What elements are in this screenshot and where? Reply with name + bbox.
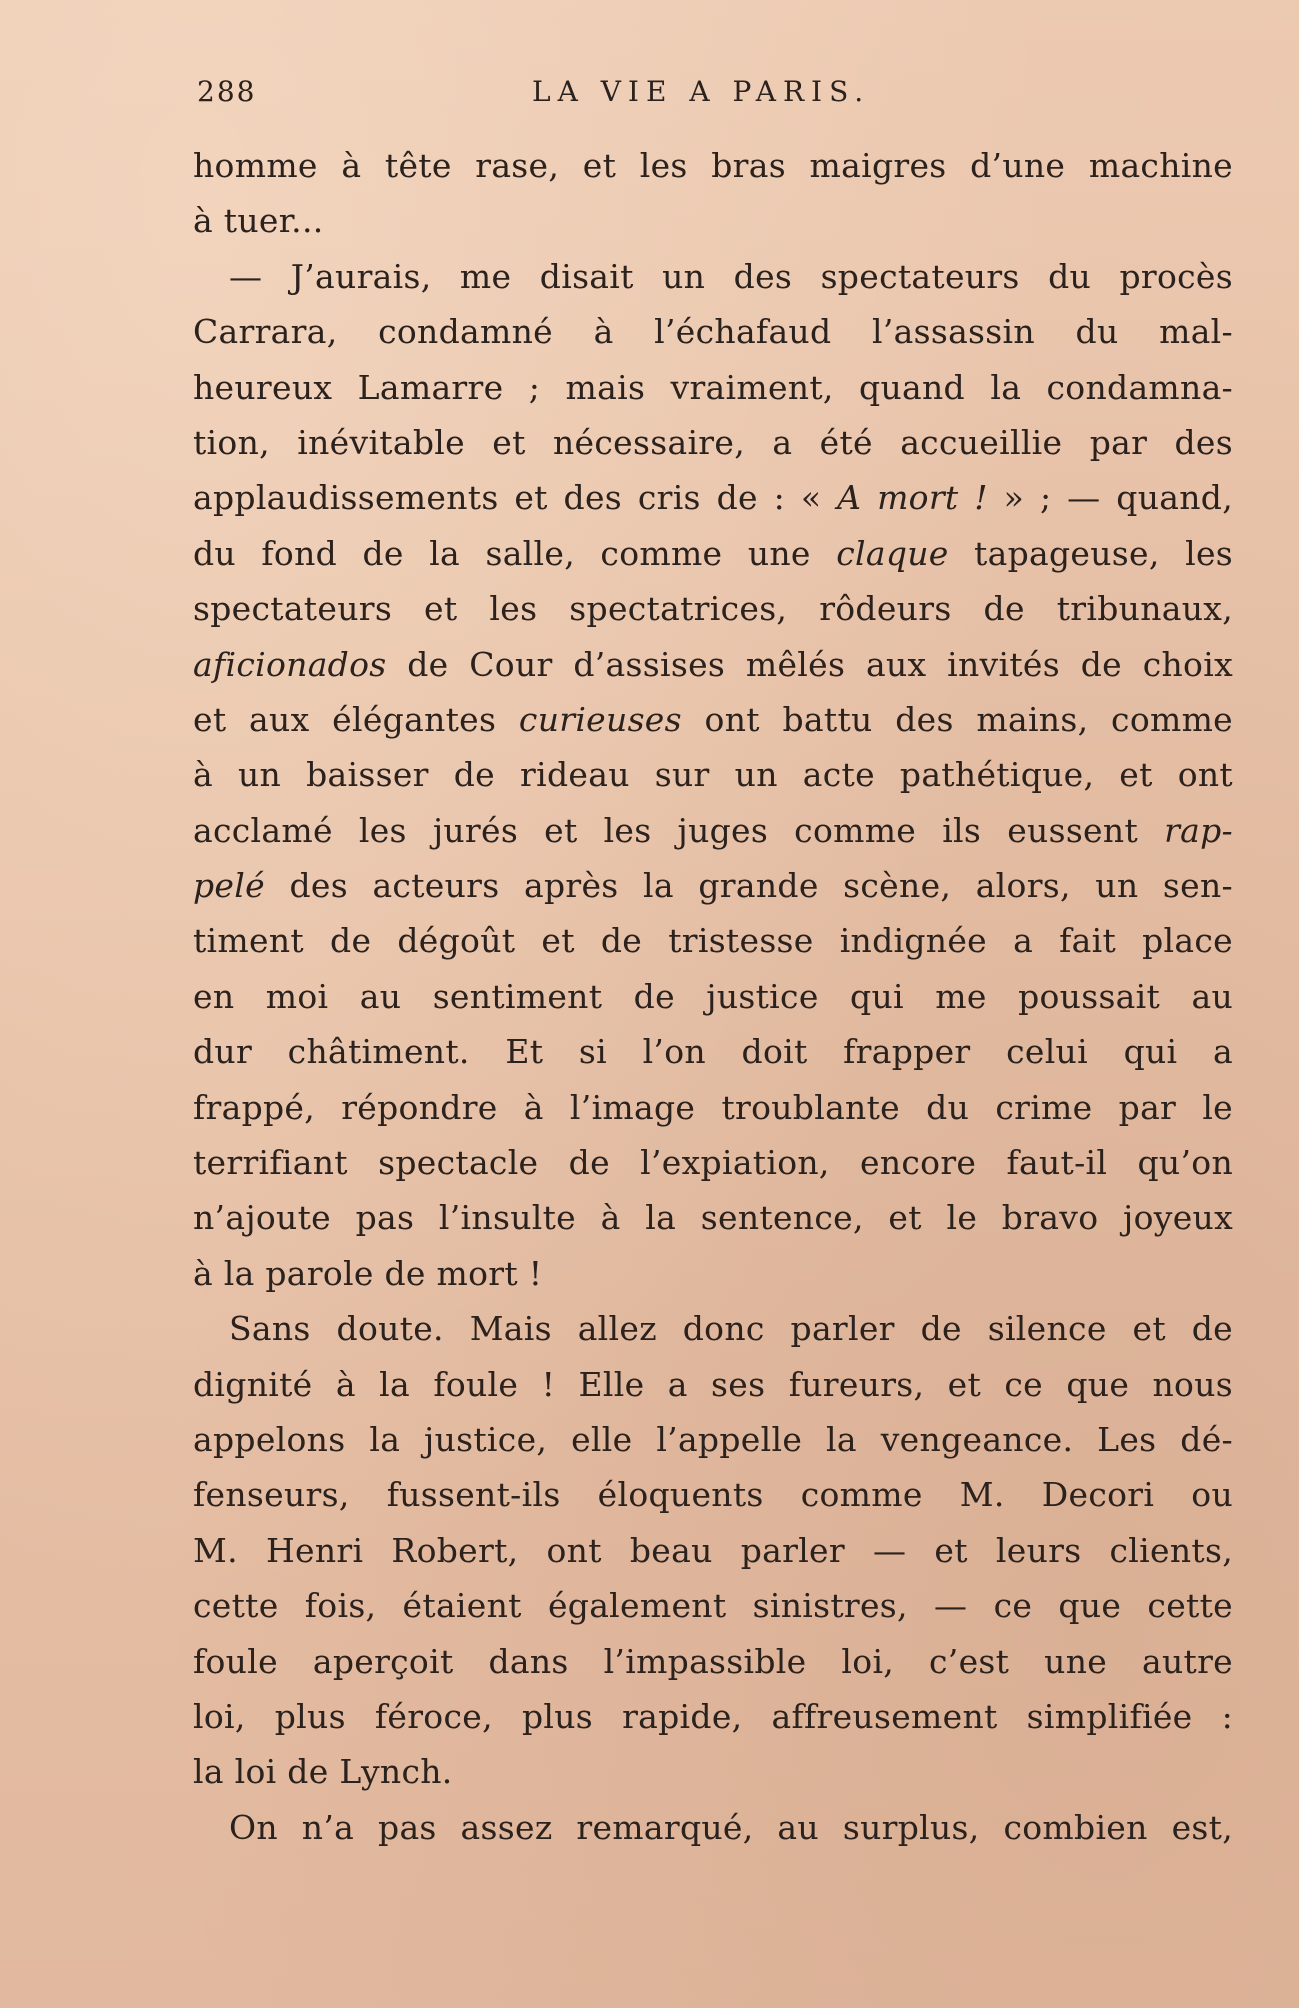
text-line (193, 581, 1233, 636)
text-line (193, 415, 1233, 470)
italic-segment: aficionados (193, 644, 387, 684)
text-line (193, 1246, 1233, 1301)
text-segment: spectateurs et les spectatrices, rôdeurs de tribunaux, (193, 589, 1233, 629)
text-line (193, 1357, 1233, 1412)
text-line (193, 913, 1233, 968)
text-segment: — J’aurais, me disait un des spectateurs du procès (229, 256, 1233, 296)
text-segment: » ; — quand, (987, 478, 1233, 518)
text-segment: à un baisser de rideau sur un acte pathétique, et ont (193, 755, 1233, 795)
text-line (193, 1634, 1233, 1689)
text-segment: n’ajoute pas l’insulte à la sentence, et le bravo joyeux (193, 1198, 1233, 1238)
text-segment: Carrara, condamné à l’échafaud l’assassin du mal- (193, 312, 1233, 352)
body-text (193, 138, 1233, 1855)
text-line (193, 470, 1233, 525)
text-line (193, 637, 1233, 692)
text-line (193, 1689, 1233, 1744)
text-line (193, 858, 1233, 913)
text-segment: ont battu des mains, comme (681, 699, 1233, 739)
page-number: 288 (197, 75, 257, 108)
text-segment: applaudissements et des cris de : « (193, 478, 838, 518)
text-segment: On n’a pas assez remarqué, au surplus, combien est, (229, 1807, 1233, 1847)
text-segment: de Cour d’assises mêlés aux invités de choix (386, 644, 1233, 684)
text-line (193, 1135, 1233, 1190)
text-segment: en moi au sentiment de justice qui me poussait au (193, 976, 1233, 1016)
text-line (193, 304, 1233, 359)
italic-segment: pelé (193, 866, 265, 906)
italic-segment: rap- (1164, 810, 1233, 850)
text-segment: cette fois, étaient également sinistres, — ce que cette (193, 1586, 1233, 1626)
text-segment: foule aperçoit dans l’impassible loi, c’est une autre (193, 1641, 1233, 1681)
text-segment: terrifiant spectacle de l’expiation, encore faut-il qu’on (193, 1143, 1233, 1183)
text-line (193, 803, 1233, 858)
text-line (193, 1800, 1233, 1855)
text-line (193, 1301, 1233, 1356)
text-line (193, 1412, 1233, 1467)
text-segment: M. Henri Robert, ont beau parler — et leurs clients, (193, 1530, 1233, 1570)
text-segment: à tuer... (193, 201, 324, 241)
running-head: LA VIE A PARIS. (532, 75, 871, 108)
text-line (193, 692, 1233, 747)
text-segment: frappé, répondre à l’image troublante du crime par le (193, 1087, 1233, 1127)
text-segment: loi, plus féroce, plus rapide, affreusement simplifiée : (193, 1696, 1233, 1736)
text-line (193, 969, 1233, 1024)
text-line (193, 138, 1233, 193)
text-segment: fenseurs, fussent-ils éloquents comme M. Decori ou (193, 1475, 1233, 1515)
text-segment: à la parole de mort ! (193, 1253, 543, 1293)
text-segment: du fond de la salle, comme une (193, 533, 837, 573)
text-segment: et aux élégantes (193, 699, 519, 739)
text-segment: la loi de Lynch. (193, 1752, 453, 1792)
italic-segment: A mort ! (837, 478, 988, 518)
text-segment: dur châtiment. Et si l’on doit frapper celui qui a (193, 1032, 1233, 1072)
text-line (193, 1578, 1233, 1633)
italic-segment: curieuses (518, 699, 682, 739)
text-segment: Sans doute. Mais allez donc parler de silence et de (229, 1309, 1233, 1349)
text-line (193, 360, 1233, 415)
text-segment: appelons la justice, elle l’appelle la vengeance. Les dé- (193, 1419, 1233, 1459)
text-segment: tion, inévitable et nécessaire, a été accueillie par des (193, 422, 1233, 462)
italic-segment: claque (836, 533, 949, 573)
text-segment: des acteurs après la grande scène, alors, un sen- (264, 866, 1233, 906)
text-line (193, 747, 1233, 802)
text-segment: dignité à la foule ! Elle a ses fureurs, et ce que nous (193, 1364, 1233, 1404)
text-segment: homme à tête rase, et les bras maigres d’une machine (193, 146, 1233, 185)
text-segment: tapageuse, les (948, 533, 1234, 573)
text-line (193, 1744, 1233, 1799)
text-line (193, 1080, 1233, 1135)
text-line (193, 1190, 1233, 1245)
text-line (193, 1523, 1233, 1578)
text-line (193, 1467, 1233, 1522)
page-header (197, 75, 1237, 119)
text-segment: timent de dégoût et de tristesse indignée a fait place (193, 921, 1233, 961)
text-segment: heureux Lamarre ; mais vraiment, quand la condamna- (193, 367, 1233, 407)
text-line (193, 193, 1233, 248)
text-line (193, 1024, 1233, 1079)
text-line (193, 249, 1233, 304)
text-line (193, 526, 1233, 581)
text-segment: acclamé les jurés et les juges comme ils eussent (193, 810, 1165, 850)
